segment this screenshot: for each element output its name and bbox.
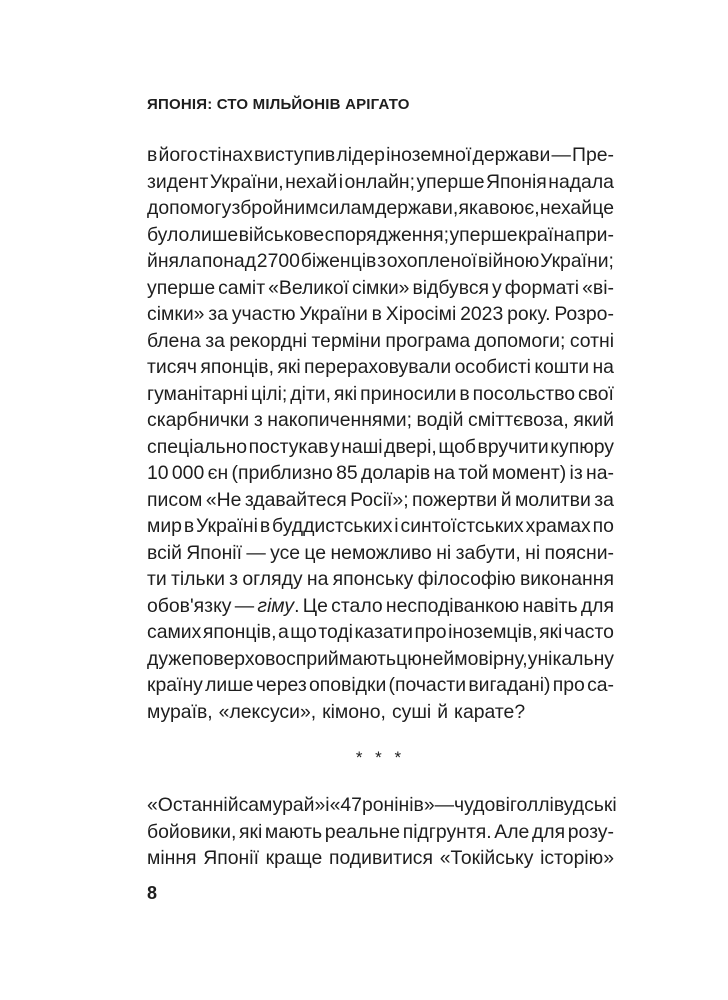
running-header: ЯПОНІЯ: СТО МІЛЬЙОНІВ АРІГАТО: [147, 96, 410, 113]
text-line: всій Японії — усе це неможливо ні забути, ні поясни-: [147, 541, 614, 564]
text-line: скарбнички з накопиченнями; водій сміттєвоза, який: [147, 409, 614, 431]
text-line: дуже поверхово сприймають цю неймовірну, унікальну: [147, 647, 614, 670]
text-line: мураїв, «лексуси», кімоно, суші й карате?: [147, 700, 526, 723]
text-line: допомогу збройним силам держави, яка воює, нехай це: [147, 197, 614, 219]
text-line: сімки» за участю України в Хіросімі 2023 року. Розро-: [147, 303, 614, 325]
text-line: блена за рекордні терміни програма допомоги; сотні: [147, 329, 614, 352]
text-line: мир в Україні в буддистських і синтоїстських храмах по: [147, 515, 614, 537]
text-line: писом «Не здавайтеся Росії»; пожертви й молитви за: [147, 488, 614, 511]
page-number: 8: [147, 883, 158, 903]
section-break: * * *: [355, 748, 406, 767]
text-line: тисяч японців, які перераховували особисті кошти на: [147, 356, 614, 378]
text-line: в його стінах виступив лідер іноземної держави — Пре-: [147, 144, 614, 166]
text-line: зидент України, нехай і онлайн; уперше Японія надала: [147, 170, 614, 193]
text-line: бойовики, які мають реальне підгрунтя. Але для розу-: [147, 820, 614, 843]
text-line: йняла понад 2700 біженців з охопленої війною України;: [147, 250, 614, 272]
text-line: 10 000 єн (приблизно 85 доларів на той момент) із на-: [147, 462, 614, 484]
text-line: обов'язку — гіму. Це стало несподіванкою навіть для: [147, 594, 614, 617]
text-line: спеціально постукав у наші двері, щоб вручити купюру: [147, 435, 614, 458]
text-line: самих японців, а що тоді казати про іноземців, які часто: [147, 621, 614, 643]
text-line: гуманітарні цілі; діти, які приносили в посольство свої: [147, 382, 614, 405]
text-line: міння Японії краще подивитися «Токійську історію»: [147, 847, 614, 869]
text-line: країну лише через оповідки (почасти вигадані) про са-: [147, 674, 614, 696]
text-line: ти тільки з огляду на японську філософію виконання: [147, 568, 614, 590]
text-line: було лише військове спорядження; уперше країна при-: [147, 223, 614, 246]
text-line: «Останній самурай» і «47 ронінів» — чудові голлівудські: [147, 794, 617, 816]
text-line: уперше саміт «Великої сімки» відбувся у форматі «ві-: [147, 276, 614, 299]
